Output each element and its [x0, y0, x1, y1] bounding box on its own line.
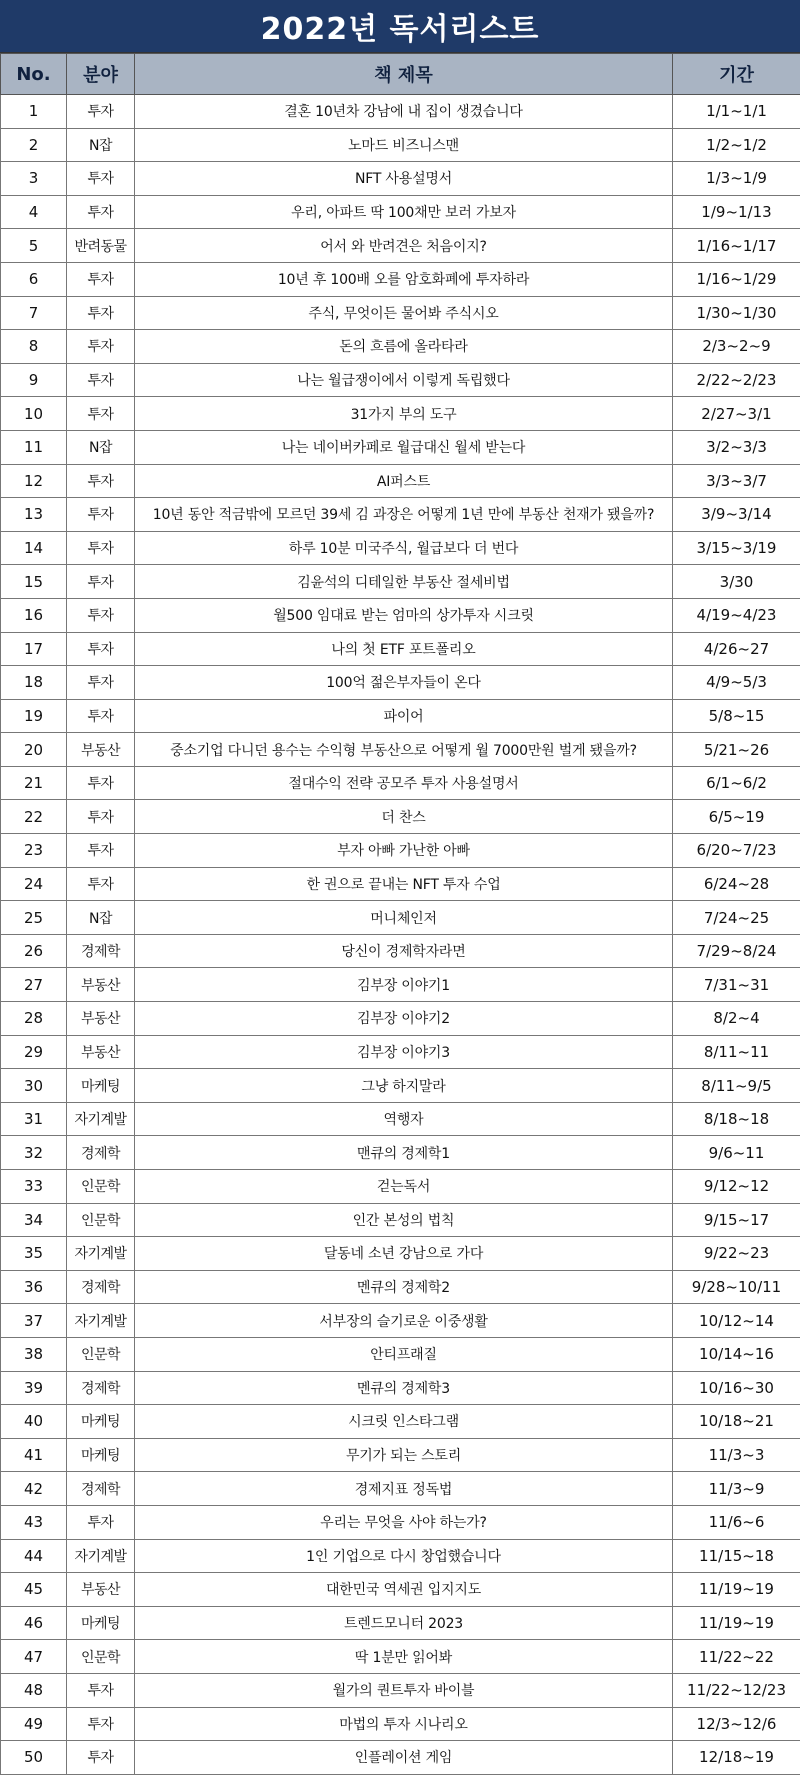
- row-category: N잡: [67, 901, 135, 935]
- row-book-title: 멘큐의 경제학2: [135, 1270, 673, 1304]
- row-book-title: 머니체인저: [135, 901, 673, 935]
- row-number: 30: [1, 1069, 67, 1103]
- row-period: 11/3~3: [673, 1438, 800, 1472]
- row-period: 4/9~5/3: [673, 666, 800, 700]
- row-category: 투자: [67, 800, 135, 834]
- table-row: [1, 195, 800, 229]
- row-book-title: 김윤석의 디테일한 부동산 절세비법: [135, 565, 673, 599]
- row-category: 투자: [67, 1673, 135, 1707]
- row-category: 투자: [67, 834, 135, 868]
- table-row: [1, 128, 800, 162]
- row-book-title: 김부장 이야기2: [135, 1002, 673, 1036]
- row-category: 부동산: [67, 1573, 135, 1607]
- row-category: 투자: [67, 498, 135, 532]
- row-category: 투자: [67, 195, 135, 229]
- page-title: 2022년 독서리스트: [0, 0, 800, 53]
- row-number: 47: [1, 1640, 67, 1674]
- row-number: 10: [1, 397, 67, 431]
- row-category: 투자: [67, 330, 135, 364]
- row-book-title: 결혼 10년차 강남에 내 집이 생겼습니다: [135, 95, 673, 129]
- row-number: 23: [1, 834, 67, 868]
- row-category: 투자: [67, 296, 135, 330]
- row-period: 1/30~1/30: [673, 296, 800, 330]
- row-book-title: 시크릿 인스타그램: [135, 1405, 673, 1439]
- row-number: 18: [1, 666, 67, 700]
- row-period: 6/5~19: [673, 800, 800, 834]
- row-book-title: 31가지 부의 도구: [135, 397, 673, 431]
- row-number: 15: [1, 565, 67, 599]
- table-row: [1, 229, 800, 263]
- table-row: [1, 1136, 800, 1170]
- header-period: 기간: [673, 54, 800, 95]
- row-number: 43: [1, 1505, 67, 1539]
- row-book-title: 트렌드모니터 2023: [135, 1606, 673, 1640]
- table-row: [1, 162, 800, 196]
- row-period: 11/6~6: [673, 1505, 800, 1539]
- row-category: 인문학: [67, 1640, 135, 1674]
- row-category: 마케팅: [67, 1606, 135, 1640]
- table-row: [1, 699, 800, 733]
- row-category: 투자: [67, 531, 135, 565]
- row-number: 8: [1, 330, 67, 364]
- table-row: [1, 498, 800, 532]
- row-book-title: 10년 동안 적금밖에 모르던 39세 김 과장은 어떻게 1년 만에 부동산 천재가 됐을까?: [135, 498, 673, 532]
- row-period: 9/12~12: [673, 1170, 800, 1204]
- row-book-title: 나는 네이버카페로 월급대신 월세 받는다: [135, 430, 673, 464]
- row-period: 12/18~19: [673, 1741, 800, 1775]
- row-category: 투자: [67, 397, 135, 431]
- table-body: [1, 95, 800, 1775]
- row-number: 36: [1, 1270, 67, 1304]
- reading-list-table: [0, 53, 800, 1775]
- row-period: 1/9~1/13: [673, 195, 800, 229]
- row-category: N잡: [67, 128, 135, 162]
- row-category: 반려동물: [67, 229, 135, 263]
- table-row: [1, 1438, 800, 1472]
- table-row: [1, 666, 800, 700]
- table-row: [1, 1640, 800, 1674]
- row-category: 부동산: [67, 1035, 135, 1069]
- row-number: 37: [1, 1304, 67, 1338]
- table-row: [1, 867, 800, 901]
- row-book-title: 달동네 소년 강남으로 가다: [135, 1237, 673, 1271]
- row-book-title: 경제지표 정독법: [135, 1472, 673, 1506]
- row-number: 32: [1, 1136, 67, 1170]
- row-period: 8/11~11: [673, 1035, 800, 1069]
- row-period: 10/14~16: [673, 1337, 800, 1371]
- row-period: 8/11~9/5: [673, 1069, 800, 1103]
- row-category: 부동산: [67, 968, 135, 1002]
- row-category: 투자: [67, 565, 135, 599]
- row-number: 25: [1, 901, 67, 935]
- row-category: 투자: [67, 632, 135, 666]
- row-book-title: 더 찬스: [135, 800, 673, 834]
- table-row: [1, 1673, 800, 1707]
- row-book-title: 월500 임대료 받는 엄마의 상가투자 시크릿: [135, 598, 673, 632]
- table-row: [1, 1707, 800, 1741]
- row-book-title: 주식, 무엇이든 물어봐 주식시오: [135, 296, 673, 330]
- row-book-title: 인간 본성의 법칙: [135, 1203, 673, 1237]
- row-book-title: 그냥 하지말라: [135, 1069, 673, 1103]
- row-number: 2: [1, 128, 67, 162]
- row-number: 5: [1, 229, 67, 263]
- table-row: [1, 1606, 800, 1640]
- row-category: 부동산: [67, 1002, 135, 1036]
- row-number: 35: [1, 1237, 67, 1271]
- table-row: [1, 834, 800, 868]
- row-book-title: 1인 기업으로 다시 창업했습니다: [135, 1539, 673, 1573]
- row-number: 7: [1, 296, 67, 330]
- header-no: No.: [1, 54, 67, 95]
- row-period: 9/22~23: [673, 1237, 800, 1271]
- row-category: 투자: [67, 666, 135, 700]
- table-row: [1, 464, 800, 498]
- table-row: [1, 1035, 800, 1069]
- row-period: 2/3~2~9: [673, 330, 800, 364]
- row-number: 19: [1, 699, 67, 733]
- row-category: 경제학: [67, 1371, 135, 1405]
- row-number: 13: [1, 498, 67, 532]
- table-row: [1, 397, 800, 431]
- row-category: 투자: [67, 766, 135, 800]
- row-period: 4/19~4/23: [673, 598, 800, 632]
- row-number: 4: [1, 195, 67, 229]
- row-category: 부동산: [67, 733, 135, 767]
- row-book-title: AI퍼스트: [135, 464, 673, 498]
- row-category: 경제학: [67, 934, 135, 968]
- row-period: 6/24~28: [673, 867, 800, 901]
- row-number: 16: [1, 598, 67, 632]
- row-period: 5/8~15: [673, 699, 800, 733]
- row-book-title: 돈의 흐름에 올라타라: [135, 330, 673, 364]
- row-category: 마케팅: [67, 1405, 135, 1439]
- row-period: 10/12~14: [673, 1304, 800, 1338]
- row-category: 투자: [67, 95, 135, 129]
- table-row: [1, 330, 800, 364]
- row-category: 투자: [67, 464, 135, 498]
- row-number: 26: [1, 934, 67, 968]
- row-period: 3/2~3/3: [673, 430, 800, 464]
- row-number: 31: [1, 1102, 67, 1136]
- row-number: 20: [1, 733, 67, 767]
- table-row: [1, 363, 800, 397]
- row-book-title: 걷는독서: [135, 1170, 673, 1204]
- row-book-title: 대한민국 역세권 입지지도: [135, 1573, 673, 1607]
- row-period: 7/29~8/24: [673, 934, 800, 968]
- row-number: 46: [1, 1606, 67, 1640]
- row-period: 3/3~3/7: [673, 464, 800, 498]
- row-category: 경제학: [67, 1270, 135, 1304]
- row-book-title: 우리는 무엇을 사야 하는가?: [135, 1505, 673, 1539]
- header-row: [1, 54, 800, 95]
- row-category: 투자: [67, 363, 135, 397]
- table-row: [1, 800, 800, 834]
- table-row: [1, 262, 800, 296]
- row-number: 28: [1, 1002, 67, 1036]
- table-row: [1, 1539, 800, 1573]
- row-category: 자기계발: [67, 1304, 135, 1338]
- table-row: [1, 1002, 800, 1036]
- row-period: 11/3~9: [673, 1472, 800, 1506]
- row-book-title: 마법의 투자 시나리오: [135, 1707, 673, 1741]
- table-row: [1, 968, 800, 1002]
- row-number: 44: [1, 1539, 67, 1573]
- row-period: 1/2~1/2: [673, 128, 800, 162]
- row-book-title: 부자 아빠 가난한 아빠: [135, 834, 673, 868]
- row-category: 마케팅: [67, 1069, 135, 1103]
- row-category: 투자: [67, 867, 135, 901]
- table-row: [1, 1102, 800, 1136]
- row-period: 1/3~1/9: [673, 162, 800, 196]
- row-number: 27: [1, 968, 67, 1002]
- row-book-title: 우리, 아파트 딱 100채만 보러 가보자: [135, 195, 673, 229]
- row-category: 인문학: [67, 1337, 135, 1371]
- row-period: 9/6~11: [673, 1136, 800, 1170]
- row-category: 투자: [67, 699, 135, 733]
- row-category: 인문학: [67, 1203, 135, 1237]
- row-book-title: 나의 첫 ETF 포트폴리오: [135, 632, 673, 666]
- row-category: 투자: [67, 1741, 135, 1775]
- table-row: [1, 1371, 800, 1405]
- row-period: 9/15~17: [673, 1203, 800, 1237]
- row-period: 4/26~27: [673, 632, 800, 666]
- row-category: 자기계발: [67, 1237, 135, 1271]
- row-period: 7/31~31: [673, 968, 800, 1002]
- row-number: 9: [1, 363, 67, 397]
- row-number: 48: [1, 1673, 67, 1707]
- row-book-title: 맨큐의 경제학1: [135, 1136, 673, 1170]
- row-book-title: 파이어: [135, 699, 673, 733]
- table-row: [1, 1337, 800, 1371]
- header-title: 책 제목: [135, 54, 673, 95]
- table-row: [1, 1573, 800, 1607]
- row-number: 39: [1, 1371, 67, 1405]
- row-category: 경제학: [67, 1472, 135, 1506]
- row-number: 29: [1, 1035, 67, 1069]
- table-row: [1, 1237, 800, 1271]
- row-period: 2/22~2/23: [673, 363, 800, 397]
- table-row: [1, 531, 800, 565]
- row-category: 마케팅: [67, 1438, 135, 1472]
- row-number: 50: [1, 1741, 67, 1775]
- table-row: [1, 766, 800, 800]
- row-period: 2/27~3/1: [673, 397, 800, 431]
- table-row: [1, 1505, 800, 1539]
- row-number: 3: [1, 162, 67, 196]
- row-number: 22: [1, 800, 67, 834]
- row-number: 11: [1, 430, 67, 464]
- row-period: 1/1~1/1: [673, 95, 800, 129]
- row-category: 자기계발: [67, 1102, 135, 1136]
- row-book-title: 인플레이션 게임: [135, 1741, 673, 1775]
- table-row: [1, 1741, 800, 1775]
- row-number: 21: [1, 766, 67, 800]
- row-period: 3/30: [673, 565, 800, 599]
- row-category: 투자: [67, 1707, 135, 1741]
- row-number: 17: [1, 632, 67, 666]
- row-period: 11/15~18: [673, 1539, 800, 1573]
- row-book-title: NFT 사용설명서: [135, 162, 673, 196]
- row-number: 1: [1, 95, 67, 129]
- row-period: 11/22~22: [673, 1640, 800, 1674]
- table-row: [1, 733, 800, 767]
- row-period: 8/2~4: [673, 1002, 800, 1036]
- row-book-title: 100억 젊은부자들이 온다: [135, 666, 673, 700]
- row-number: 6: [1, 262, 67, 296]
- table-row: [1, 1472, 800, 1506]
- row-period: 1/16~1/29: [673, 262, 800, 296]
- table-row: [1, 1270, 800, 1304]
- row-period: 11/19~19: [673, 1606, 800, 1640]
- row-book-title: 나는 월급쟁이에서 이렇게 독립했다: [135, 363, 673, 397]
- row-book-title: 김부장 이야기1: [135, 968, 673, 1002]
- row-category: 투자: [67, 598, 135, 632]
- row-number: 49: [1, 1707, 67, 1741]
- row-period: 6/1~6/2: [673, 766, 800, 800]
- row-book-title: 안티프래질: [135, 1337, 673, 1371]
- row-book-title: 노마드 비즈니스맨: [135, 128, 673, 162]
- row-period: 10/16~30: [673, 1371, 800, 1405]
- row-category: N잡: [67, 430, 135, 464]
- row-number: 38: [1, 1337, 67, 1371]
- row-period: 10/18~21: [673, 1405, 800, 1439]
- row-book-title: 하루 10분 미국주식, 월급보다 더 번다: [135, 531, 673, 565]
- row-book-title: 절대수익 전략 공모주 투자 사용설명서: [135, 766, 673, 800]
- row-period: 6/20~7/23: [673, 834, 800, 868]
- row-book-title: 10년 후 100배 오를 암호화폐에 투자하라: [135, 262, 673, 296]
- table-row: [1, 1405, 800, 1439]
- row-book-title: 무기가 되는 스토리: [135, 1438, 673, 1472]
- row-number: 34: [1, 1203, 67, 1237]
- row-period: 7/24~25: [673, 901, 800, 935]
- row-period: 12/3~12/6: [673, 1707, 800, 1741]
- row-period: 9/28~10/11: [673, 1270, 800, 1304]
- row-period: 1/16~1/17: [673, 229, 800, 263]
- table-row: [1, 901, 800, 935]
- row-number: 12: [1, 464, 67, 498]
- row-book-title: 서부장의 슬기로운 이중생활: [135, 1304, 673, 1338]
- row-number: 45: [1, 1573, 67, 1607]
- row-period: 5/21~26: [673, 733, 800, 767]
- row-number: 33: [1, 1170, 67, 1204]
- row-period: 11/22~12/23: [673, 1673, 800, 1707]
- row-book-title: 멘큐의 경제학3: [135, 1371, 673, 1405]
- header-category: 분야: [67, 54, 135, 95]
- row-category: 투자: [67, 262, 135, 296]
- row-number: 41: [1, 1438, 67, 1472]
- row-period: 11/19~19: [673, 1573, 800, 1607]
- table-row: [1, 565, 800, 599]
- row-category: 투자: [67, 162, 135, 196]
- row-period: 3/15~3/19: [673, 531, 800, 565]
- row-number: 24: [1, 867, 67, 901]
- row-book-title: 월가의 퀀트투자 바이블: [135, 1673, 673, 1707]
- row-book-title: 어서 와 반려견은 처음이지?: [135, 229, 673, 263]
- row-category: 경제학: [67, 1136, 135, 1170]
- row-number: 14: [1, 531, 67, 565]
- row-category: 투자: [67, 1505, 135, 1539]
- table-row: [1, 1170, 800, 1204]
- table-row: [1, 1069, 800, 1103]
- row-category: 인문학: [67, 1170, 135, 1204]
- table-row: [1, 1203, 800, 1237]
- row-book-title: 중소기업 다니던 용수는 수익형 부동산으로 어떻게 월 7000만원 벌게 됐을까?: [135, 733, 673, 767]
- table-row: [1, 1304, 800, 1338]
- row-book-title: 김부장 이야기3: [135, 1035, 673, 1069]
- table-row: [1, 95, 800, 129]
- row-book-title: 딱 1분만 읽어봐: [135, 1640, 673, 1674]
- row-book-title: 한 권으로 끝내는 NFT 투자 수업: [135, 867, 673, 901]
- table-row: [1, 598, 800, 632]
- row-period: 8/18~18: [673, 1102, 800, 1136]
- row-number: 42: [1, 1472, 67, 1506]
- row-book-title: 역행자: [135, 1102, 673, 1136]
- row-period: 3/9~3/14: [673, 498, 800, 532]
- table-row: [1, 430, 800, 464]
- table-row: [1, 296, 800, 330]
- row-number: 40: [1, 1405, 67, 1439]
- table-row: [1, 632, 800, 666]
- table-row: [1, 934, 800, 968]
- row-category: 자기계발: [67, 1539, 135, 1573]
- row-book-title: 당신이 경제학자라면: [135, 934, 673, 968]
